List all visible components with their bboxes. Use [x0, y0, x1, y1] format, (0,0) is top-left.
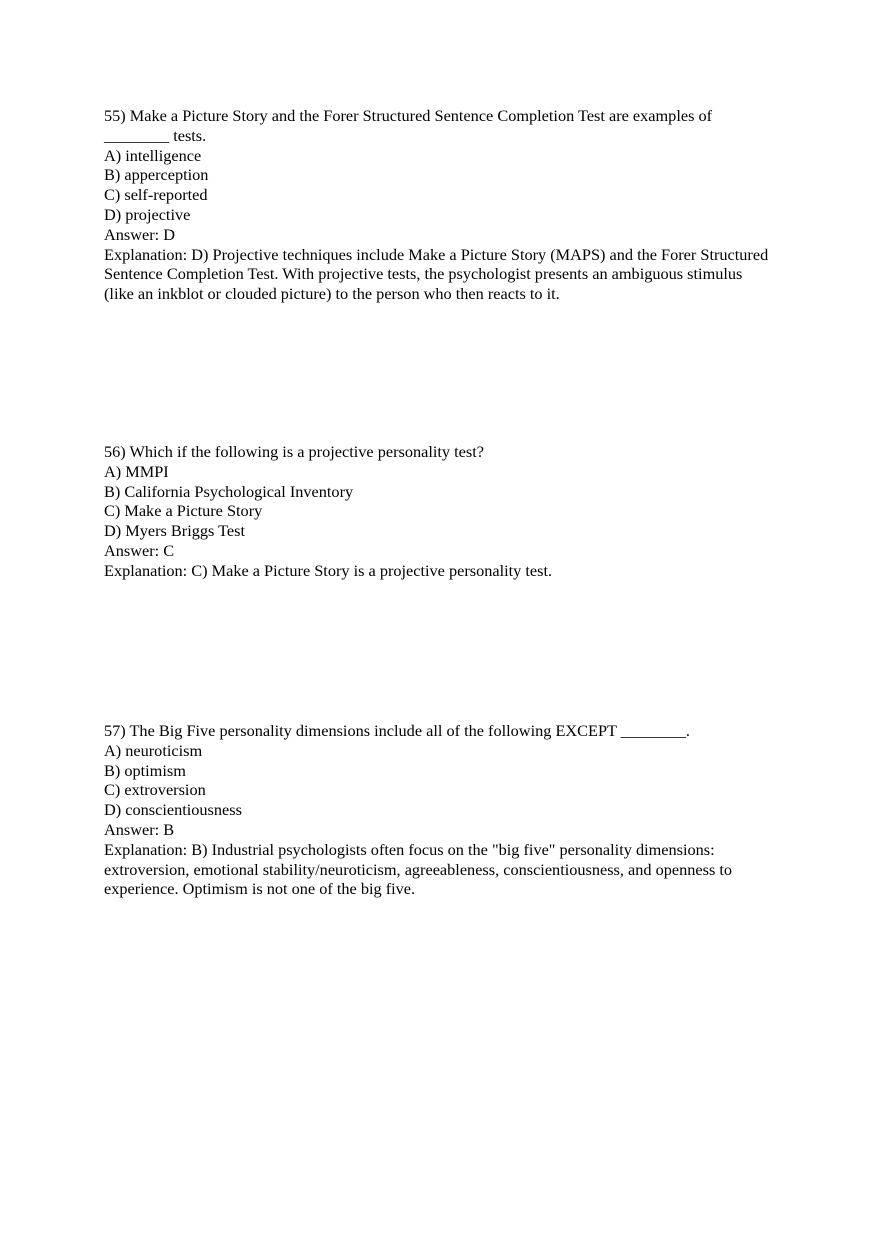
question-57 [104, 721, 784, 899]
option-d: D) projective [104, 204, 191, 224]
option-c: C) self-reported [104, 185, 208, 205]
option-a: A) MMPI [104, 461, 169, 481]
explanation: Explanation: C) Make a Picture Story is a projective personality test. [104, 560, 553, 580]
explanation: Explanation: D) Projective techniques include Make a Picture Story (MAPS) and the Forer Structured Sentence Completion Test. With projective tests, the psychologist presents an ambiguous stimulus (like an inkblot or clouded picture) to the person who then reacts to it. [104, 244, 769, 304]
option-d: D) Myers Briggs Test [104, 521, 246, 541]
question-stem: 56) Which if the following is a projective personality test? [104, 442, 484, 461]
option-a: A) neuroticism [104, 740, 203, 760]
answer: Answer: C [104, 540, 175, 560]
question-stem-continued: ________ tests. [104, 125, 207, 145]
question-stem: 57) The Big Five personality dimensions include all of the following EXCEPT ________. [104, 721, 690, 740]
option-b: B) apperception [104, 165, 209, 185]
option-c: C) extroversion [104, 780, 206, 800]
option-a: A) intelligence [104, 145, 202, 165]
option-b: B) California Psychological Inventory [104, 481, 354, 501]
question-55 [104, 106, 784, 304]
answer: Answer: D [104, 224, 175, 244]
option-c: C) Make a Picture Story [104, 501, 263, 521]
question-56 [104, 442, 784, 581]
explanation: Explanation: B) Industrial psychologists often focus on the "big five" personality dimensions: extroversion, emotional stability/neuroticism, agreeableness, conscientiousness, and openness to experience. Optimism is not one of the big five. [104, 839, 733, 899]
option-d: D) conscientiousness [104, 800, 242, 820]
option-b: B) optimism [104, 760, 186, 780]
answer: Answer: B [104, 819, 175, 839]
question-stem: 55) Make a Picture Story and the Forer Structured Sentence Completion Test are examples of [104, 106, 713, 125]
